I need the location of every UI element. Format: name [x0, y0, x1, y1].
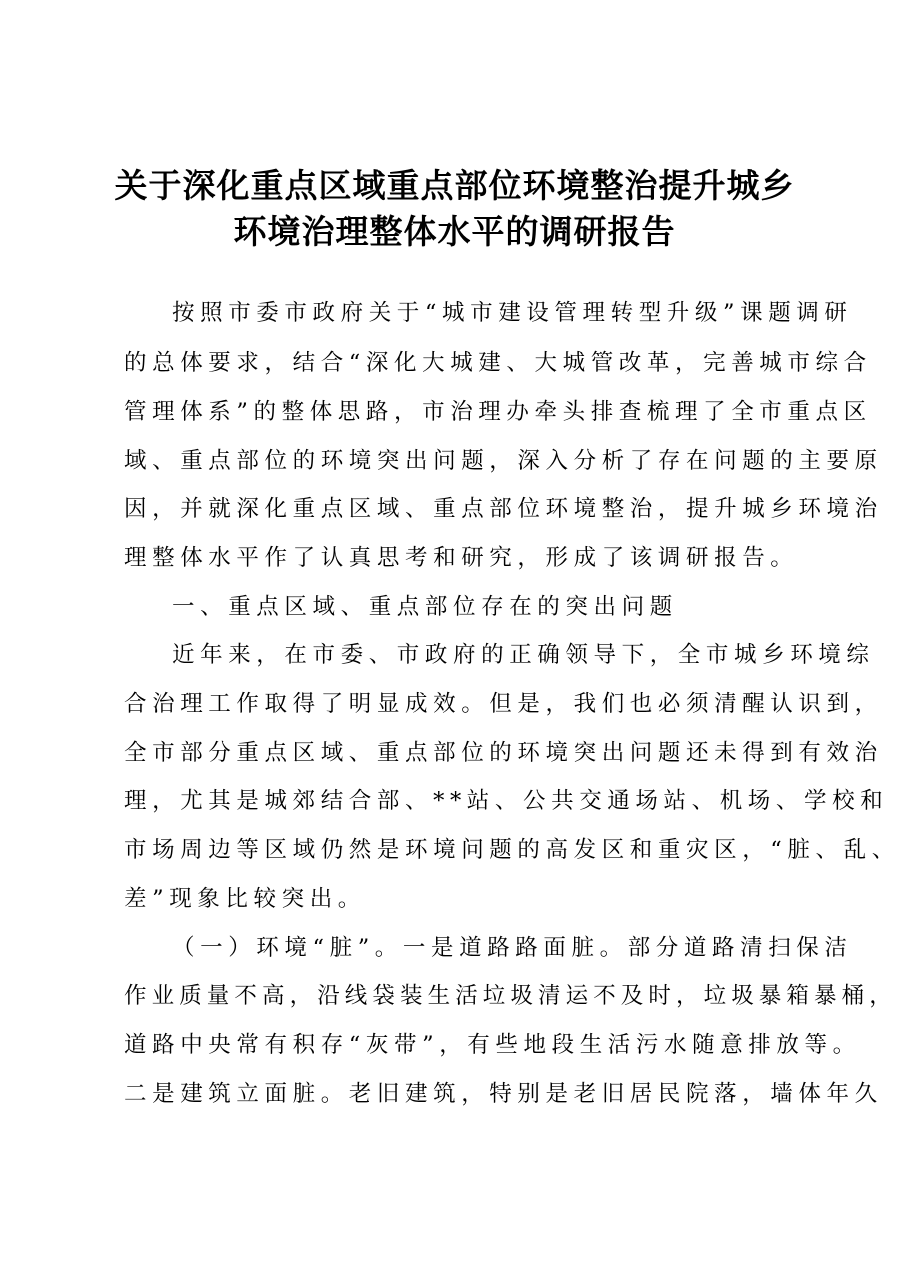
subsection-line-1: （一）环境“脏”。一是道路路面脏。部分道路清扫保洁 — [172, 935, 853, 961]
section-heading-1: 一、重点区域、重点部位存在的突出问题 — [172, 594, 678, 620]
body-line-17: 二是建筑立面脏。老旧建筑，特别是老旧居民院落，墙体年久 — [124, 1081, 883, 1107]
body-line-1: 按照市委市政府关于“城市建设管理转型升级”课题调研 — [172, 300, 853, 326]
body-line-16: 道路中央常有积存“灰带”，有些地段生活污水随意排放等。 — [124, 1032, 861, 1058]
body-line-4: 域、重点部位的环境突出问题，深入分析了存在问题的主要原 — [124, 448, 883, 474]
body-line-12: 市场周边等区域仍然是环境问题的高发区和重灾区，“脏、乱、 — [124, 837, 900, 863]
body-line-11: 理，尤其是城郊结合部、**站、公共交通场站、机场、学校和 — [124, 788, 889, 814]
document-title-line-2: 环境治理整体水平的调研报告 — [233, 212, 676, 251]
body-line-8: 近年来，在市委、市政府的正确领导下，全市城乡环境综 — [172, 642, 875, 668]
body-line-6: 理整体水平作了认真思考和研究，形成了该调研报告。 — [124, 545, 799, 571]
body-line-15: 作业质量不高，沿线袋装生活垃圾清运不及时，垃圾暴箱暴桶， — [124, 983, 897, 1009]
body-line-2: 的总体要求，结合“深化大城建、大城管改革，完善城市综合 — [124, 350, 872, 376]
body-line-13: 差”现象比较突出。 — [124, 886, 366, 912]
body-line-5: 因，并就深化重点区域、重点部位环境整治，提升城乡环境治 — [124, 496, 883, 522]
body-line-3: 管理体系”的整体思路，市治理办牵头排查梳理了全市重点区 — [124, 399, 872, 425]
body-line-9: 合治理工作取得了明显成效。但是，我们也必须清醒认识到， — [124, 691, 883, 717]
body-line-10: 全市部分重点区域、重点部位的环境突出问题还未得到有效治 — [124, 740, 883, 766]
document-title-line-1: 关于深化重点区域重点部位环境整治提升城乡 — [114, 166, 795, 205]
